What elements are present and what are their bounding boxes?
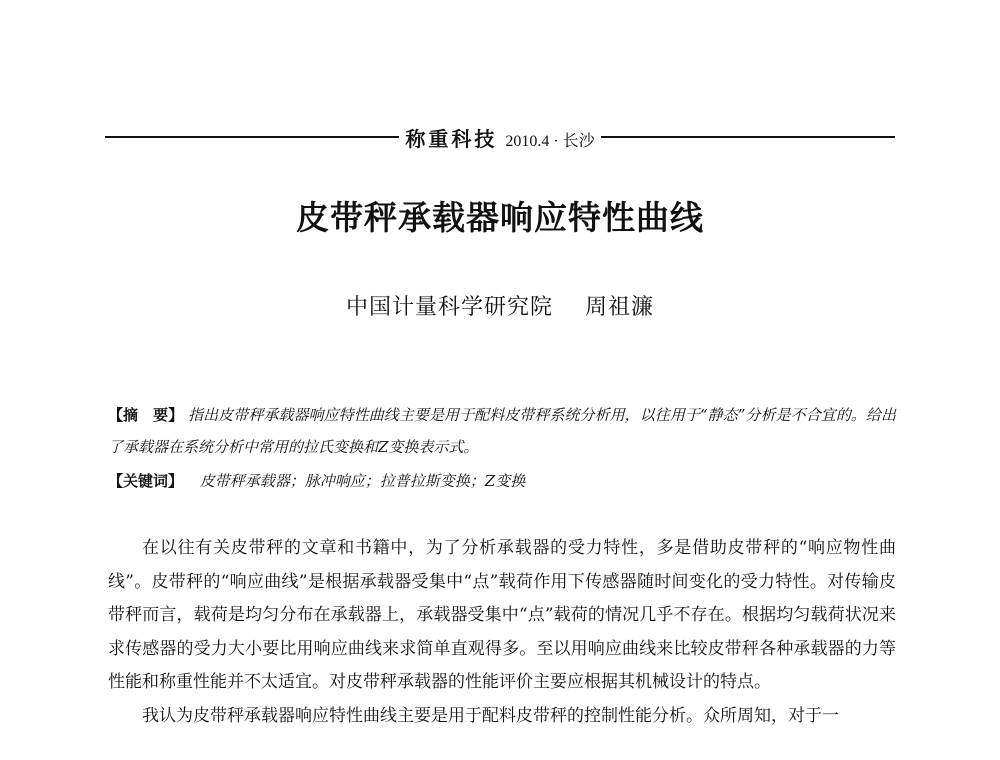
header-rule-right: [601, 136, 895, 138]
paper-title: 皮带秤承载器响应特性曲线: [296, 198, 704, 237]
abstract-text: 指出皮带秤承载器响应特性曲线主要是用于配料皮带秤系统分析用，以往用于“静态”分析是不合宜的。给出了承载器在系统分析中常用的拉氏变换和Z变换表示式。: [108, 406, 896, 456]
keywords-text: 皮带秤承载器；脉冲响应；拉普拉斯变换；Z变换: [199, 472, 526, 490]
author: 周祖濂: [585, 295, 655, 320]
byline: [0, 290, 1000, 321]
keywords-label: 【关键词】: [108, 472, 184, 490]
journal-name: 称重科技: [405, 126, 498, 151]
body-paragraph: 我认为皮带秤承载器响应特性曲线主要是用于配料皮带秤的控制性能分析。众所周知，对于一: [142, 705, 839, 726]
journal-header: [105, 122, 895, 152]
body-text: [108, 532, 896, 733]
affiliation: 中国计量科学研究院: [345, 295, 553, 320]
header-text: [399, 123, 600, 152]
abstract-label: 【摘 要】: [108, 406, 184, 424]
keywords: [108, 465, 896, 497]
abstract: [108, 399, 896, 463]
header-rule-left: [105, 136, 399, 138]
journal-issue: 2010.4 · 长沙: [505, 132, 595, 150]
body-paragraph: 在以往有关皮带秤的文章和书籍中，为了分析承载器的受力特性，多是借助皮带秤的“响应物性曲线”。皮带秤的“响应曲线”是根据承载器受集中“点”载荷作用下传感器随时间变化的受力特性。对传输皮带秤而言，载荷是均匀分布在承载器上，承载器受集中“点”载荷的情况几乎不存在。根据均匀载荷状况来求传感器的受力大小要比用响应曲线来求简单直观得多。至以用响应曲线来比较皮带秤各种承载器的力等性能和称重性能并不太适宜。对皮带秤承载器的性能评价主要应根据其机械设计的特点。: [108, 538, 896, 692]
